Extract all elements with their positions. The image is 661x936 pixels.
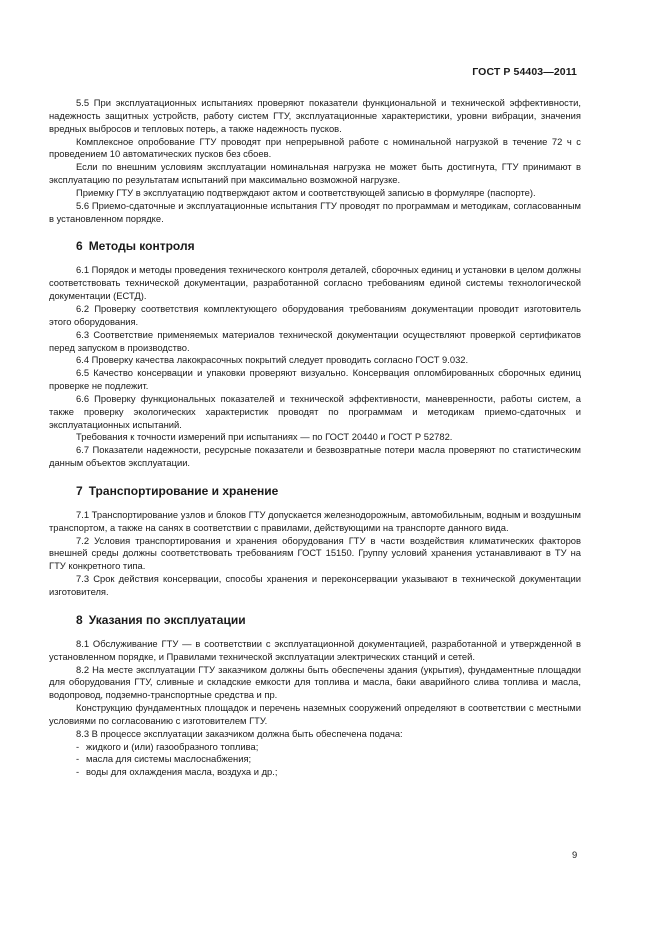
paragraph: Требования к точности измерений при испытаниях — по ГОСТ 20440 и ГОСТ Р 52782. — [76, 431, 453, 443]
paragraph: 6.1 Порядок и методы проведения технического контроля деталей, сборочных единиц и установки в целом должны соответствовать технической документации, разработанной согласно требованиям единой системы технологической документации (ЕСТД). — [49, 264, 581, 302]
list-item-text: воды для охлаждения масла, воздуха и др.; — [86, 766, 278, 778]
paragraph: 7.1 Транспортирование узлов и блоков ГТУ допускается железнодорожным, автомобильным, водным и воздушным транспортом, а также на санях в соответствии с правилами, действующими на транспорте данного вида. — [49, 508, 581, 533]
page-number: 9 — [572, 849, 578, 860]
list-item — [49, 753, 581, 766]
paragraph: 7.3 Срок действия консервации, способы хранения и переконсервации указывают в технической документации изготовителя. — [49, 573, 581, 597]
paragraph: 5.6 Приемо-сдаточные и эксплуатационные испытания ГТУ проводят по программам и методикам, согласованным в установленном порядке. — [49, 199, 581, 224]
list-dash: - — [76, 753, 80, 765]
paragraph: 7.2 Условия транспортирования и хранения оборудования ГТУ в части воздействия климатических факторов внешней среды должны соответствовать требованиям ГОСТ 15150. Группу условий хранения устанавливают в ТУ на ГТУ конкретного типа. — [49, 534, 581, 572]
paragraph: 5.5 При эксплуатационных испытаниях проверяют показатели функциональной и технической эффективности, надежность защитных устройств, работу систем ГТУ, эксплуатационные характеристики, уровни вибрации, значения вредных выбросов и тепловых потерь, а также надежность пусков. — [49, 97, 581, 134]
list-item — [49, 766, 581, 779]
paragraph: 6.6 Проверку функциональных показателей и технической эффективности, маневренности, работы систем, а также проверку экологических характеристик проводят по программам и методикам приемо-сдаточных и эксплуатационных испытаний. — [49, 392, 581, 430]
paragraph: 8.1 Обслуживание ГТУ — в соответствии с эксплуатационной документацией, разработанной и утвержденной в установленном порядке, и Правилами технической эксплуатации электрических станций и сетей. — [49, 637, 581, 662]
paragraph: 8.3 В процессе эксплуатации заказчиком должна быть обеспечена подача: — [76, 727, 403, 739]
paragraph: Комплексное опробование ГТУ проводят при непрерывной работе с номинальной нагрузкой в течение 72 ч с проведением 10 автоматических пусков без сбоев. — [49, 135, 581, 160]
list-dash: - — [76, 740, 80, 752]
section-title: Транспортирование и хранение — [88, 483, 279, 498]
section-title: Указания по эксплуатации — [88, 612, 246, 627]
list-dash: - — [76, 766, 80, 778]
paragraph: 6.4 Проверку качества лакокрасочных покрытий следует проводить согласно ГОСТ 9.032. — [76, 354, 469, 366]
list-item-text: жидкого и (или) газообразного топлива; — [86, 740, 259, 752]
paragraph: Приемку ГТУ в эксплуатацию подтверждают актом и соответствующей записью в формуляре (паспорте). — [76, 186, 536, 198]
section-title: Методы контроля — [88, 239, 195, 254]
paragraph: 6.5 Качество консервации и упаковки проверяют визуально. Консервация опломбированных сборочных единиц проверке не подлежит. — [49, 367, 581, 392]
paragraph: 6.7 Показатели надежности, ресурсные показатели и безвозвратные потери масла проверяют по статистическим данным объектов эксплуатации. — [49, 444, 581, 469]
paragraph: 6.2 Проверку соответствия комплектующего оборудования требованиям документации проводит изготовитель этого оборудования. — [49, 302, 581, 327]
list-item — [49, 741, 581, 754]
section-number: 6 — [76, 239, 83, 254]
paragraph: Если по внешним условиям эксплуатации номинальная нагрузка не может быть достигнута, ГТУ принимают в эксплуатацию по результатам испытаний при максимально возможной нагрузке. — [49, 161, 581, 186]
paragraph: 8.2 На месте эксплуатации ГТУ заказчиком должны быть обеспечены здания (укрытия), фундаментные площадки для оборудования ГТУ, сливные и складские емкости для топлива и масла, баки аварийного слива топлива и масла, водопровод, подземно-транспортные средства и пр. — [49, 663, 581, 701]
section-heading-6 — [49, 238, 581, 254]
section-number: 8 — [76, 612, 83, 627]
list-item-text: масла для системы маслоснабжения; — [86, 753, 252, 765]
section-heading-8 — [49, 612, 581, 628]
paragraph: Конструкцию фундаментных площадок и перечень наземных сооружений определяют в соответствии с местными условиями по согласованию с изготовителем ГТУ. — [49, 702, 581, 726]
page-content — [49, 97, 581, 779]
paragraph: 6.3 Соответствие применяемых материалов технической документации осуществляют проверкой сертификатов перед запуском в производство. — [49, 328, 581, 353]
section-number: 7 — [76, 483, 83, 498]
document-standard-header: ГОСТ Р 54403—2011 — [472, 66, 577, 78]
section-heading-7 — [49, 483, 581, 499]
